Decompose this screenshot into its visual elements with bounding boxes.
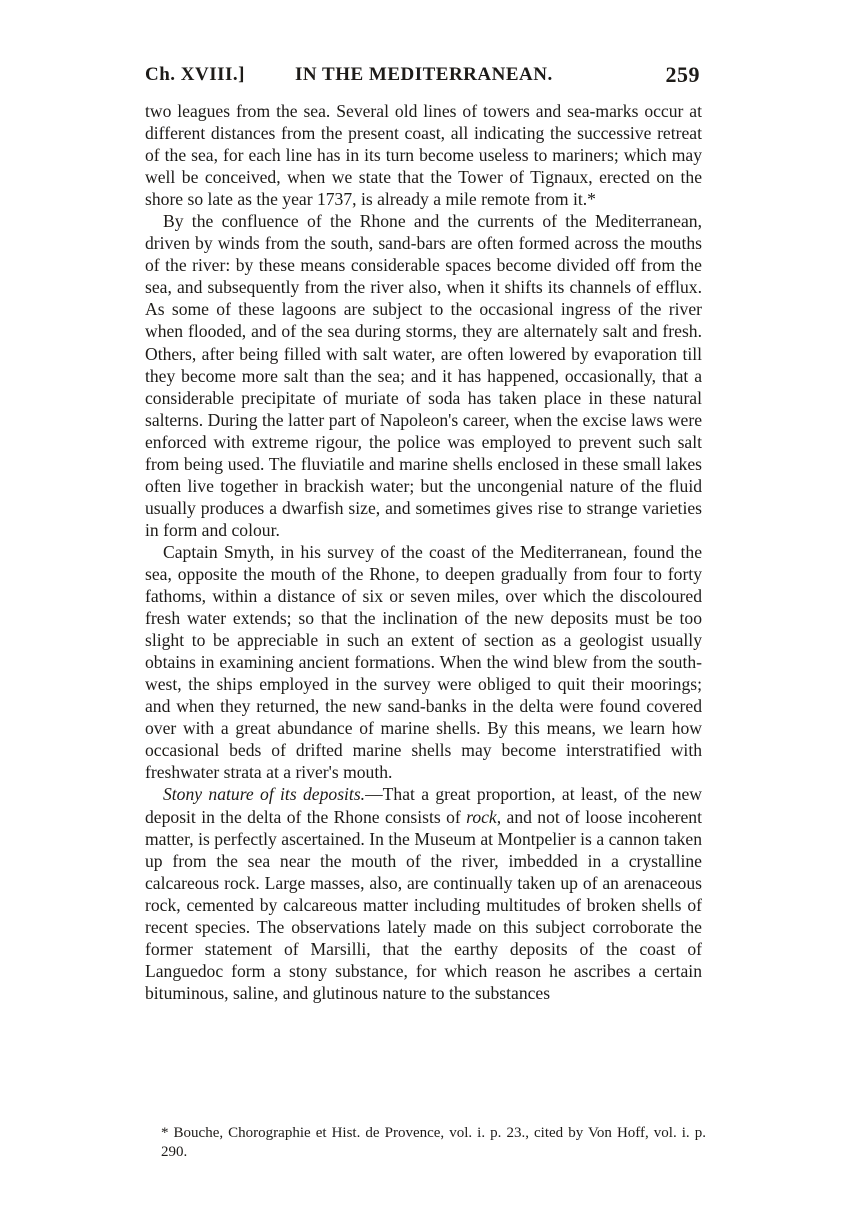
running-title: IN THE MEDITERRANEAN. (295, 64, 553, 85)
paragraph-3: Captain Smyth, in his survey of the coast of the Mediterranean, found the sea, opposite the mouth of the Rhone, to deepen gradually from four to forty fathoms, within a distance of six or seven miles, over which the discoloured fresh water extends; so that the inclination of the new deposits must be too slight to be appreciable in such an extent of section as a geologist usually obtains in examining ancient formations. When the wind blew from the south-west, the ships employed in the survey were obliged to quit their moorings; and when they returned, the new sand-banks in the delta were found covered over with a great abundance of marine shells. By this means, we learn how occasional beds of drifted marine shells may become interstratified with freshwater strata at a river's mouth. (145, 541, 702, 783)
paragraph-4-text-b: , and not of loose incoherent matter, is perfectly ascertained. In the Museum at Montpelier is a cannon taken up from the sea near the mouth of the river, imbedded in a crystalline calcareous rock. Large masses, also, are continually taken up of an arenaceous rock, cemented by calcareous matter including multitudes of broken shells of recent species. The observations lately made on this subject corroborate the former statement of Marsilli, that the earthy deposits of the coast of Languedoc form a stony substance, for which reason he ascribes a certain bituminous, saline, and glutinous nature to the substances (145, 806, 702, 1003)
paragraph-2: By the confluence of the Rhone and the currents of the Mediterranean, driven by winds from the south, sand-bars are often formed across the mouths of the river: by these means considerable spaces become divided off from the sea, and subsequently from the river also, when it shifts its channels of efflux. As some of these lagoons are subject to the occasional ingress of the river when flooded, and of the sea during storms, they are alternately salt and fresh. Others, after being filled with salt water, are often lowered by evaporation till they become more salt than the sea; and it has happened, occasionally, that a considerable precipitate of muriate of soda has taken place in these natural salterns. During the latter part of Napoleon's career, when the excise laws were enforced with extreme rigour, the police was employed to prevent such salt from being used. The fluviatile and marine shells enclosed in these small lakes often live together in brackish water; but the uncongenial nature of the fluid usually produces a dwarfish size, and sometimes gives rise to strange varieties in form and colour. (145, 211, 702, 540)
paragraph-1: two leagues from the sea. Several old lines of towers and sea-marks occur at different distances from the present coast, all indicating the successive retreat of the sea, for each line has in its turn become useless to mariners; which may well be conceived, when we state that the Tower of Tignaux, erected on the shore so late as the year 1737, is already a mile remote from it.* (145, 101, 702, 210)
italic-word: rock (466, 806, 497, 827)
chapter-label: Ch. XVIII.] (145, 64, 245, 85)
paragraph-4-text-a: —That a great proportion, at least, of the new deposit in the delta of the Rhone consists of (145, 784, 703, 827)
footnote: * Bouche, Chorographie et Hist. de Provence, vol. i. p. 23., cited by Von Hoff, vol. i. p. 290. (161, 1125, 706, 1160)
running-header (145, 62, 700, 90)
body-text (145, 100, 702, 1004)
page-number: 259 (665, 62, 700, 87)
paragraph-4 (145, 783, 702, 1003)
section-heading: Stony nature of its deposits. (163, 784, 366, 805)
